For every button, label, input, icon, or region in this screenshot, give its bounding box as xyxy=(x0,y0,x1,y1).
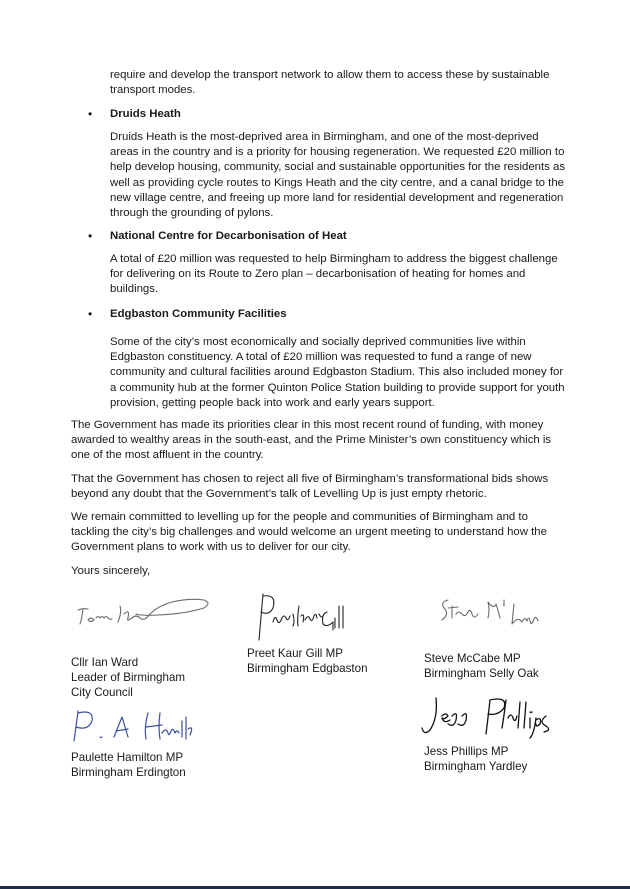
intro-continuation: require and develop the transport network to allow them to access these by sustainable transport modes. xyxy=(110,69,550,97)
signatory-role: Birmingham Edgbaston xyxy=(247,662,368,676)
signature-paulette-hamilton xyxy=(70,707,195,747)
bid-title-edgbaston: Edgbaston Community Facilities xyxy=(110,308,287,320)
signatory-role: Birmingham Selly Oak xyxy=(424,667,539,681)
signatory-role: City Council xyxy=(71,686,133,700)
bullet-icon: • xyxy=(88,229,93,243)
paragraph-commitment: We remain committed to levelling up for the people and communities of Birmingham and to tackling the city’s big challenges and would welcome an urgent meeting to understand how the Government plans to work with us to deliver for our city. xyxy=(71,511,547,554)
signature-jess-phillips xyxy=(418,694,563,738)
bid-title-decarbonisation: National Centre for Decarbonisation of Heat xyxy=(110,230,347,242)
signatory-name: Jess Phillips MP xyxy=(424,745,509,758)
bullet-icon: • xyxy=(88,307,93,321)
bid-body-edgbaston: Some of the city’s most economically and socially deprived communities live within Edgbaston constituency. A total of £20 million was requested to fund a range of new community and cultural facilities around Edgbaston Stadium. This also included money for a community hub at the former Quinton Police Station building to provide support for youth provision, getting people back into work and early years support. xyxy=(110,336,565,409)
signatory-role: Birmingham Erdington xyxy=(71,766,186,780)
signatory-steve-mccabe xyxy=(424,651,539,681)
bid-body-decarbonisation: A total of £20 million was requested to help Birmingham to address the biggest challenge for delivering on its Route to Zero plan – decarbonisation of heating for homes and buildings. xyxy=(110,253,558,296)
signatory-preet-kaur-gill xyxy=(247,646,368,676)
bid-title-druids-heath: Druids Heath xyxy=(110,108,181,120)
signatory-name: Paulette Hamilton MP xyxy=(71,751,184,764)
signatory-paulette-hamilton xyxy=(71,750,186,780)
signatory-jess-phillips xyxy=(424,744,527,774)
signature-steve-mccabe xyxy=(438,596,548,630)
closing: Yours sincerely, xyxy=(71,565,151,577)
bid-body-druids-heath: Druids Heath is the most-deprived area in Birmingham, and one of the most-deprived areas in the country and is a priority for housing regeneration. We requested £20 million to help develop housing, community, social and sustainable opportunities for the residents as well as providing cycle routes to Kings Heath and the city centre, and a canal bridge to the new village centre, and freeing up more land for residential development and regeneration through the grounding of pylons. xyxy=(110,131,566,220)
signature-preet-kaur-gill xyxy=(255,592,355,644)
signature-ian-ward xyxy=(72,594,217,634)
signatory-name: Preet Kaur Gill MP xyxy=(247,647,343,660)
signatory-name: Steve McCabe MP xyxy=(424,652,521,665)
paragraph-rejection: That the Government has chosen to reject all five of Birmingham’s transformational bids shows beyond any doubt that the Government’s talk of Levelling Up is just empty rhetoric. xyxy=(71,473,549,501)
signatory-name: Cllr Ian Ward xyxy=(71,656,139,669)
signatory-role: Birmingham Yardley xyxy=(424,760,528,774)
signatory-role: Leader of Birmingham xyxy=(71,671,186,685)
signatory-ian-ward xyxy=(71,655,185,701)
bullet-icon: • xyxy=(88,107,93,121)
paragraph-priorities: The Government has made its priorities clear in this most recent round of funding, with money awarded to wealthy areas in the south-east, and the Prime Minister’s own constituency which is one of the most affluent in the country. xyxy=(71,419,552,462)
